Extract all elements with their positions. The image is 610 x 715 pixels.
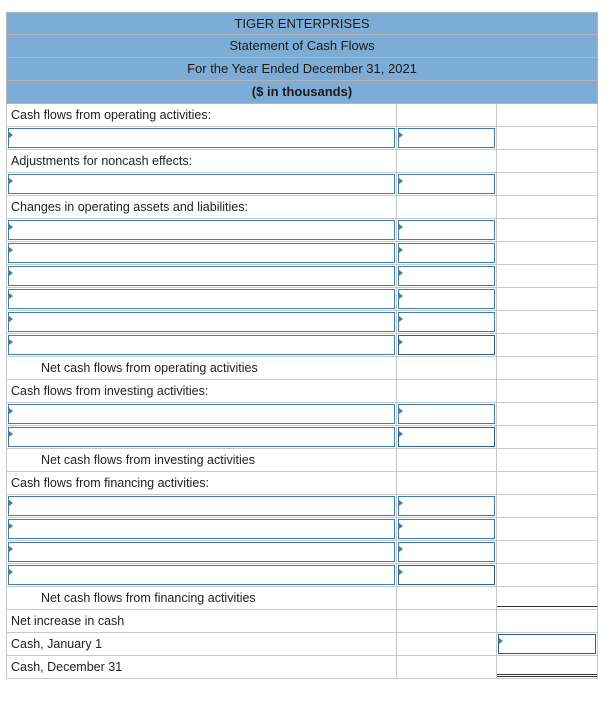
label-input[interactable]	[8, 289, 395, 309]
dropdown-triangle-icon	[9, 293, 13, 299]
total-cell	[497, 564, 598, 587]
label-input[interactable]	[8, 427, 395, 447]
total-cell	[497, 288, 598, 311]
dropdown-triangle-icon	[9, 132, 13, 138]
cash-flow-statement	[6, 12, 598, 679]
total-cell	[497, 449, 598, 472]
dropdown-triangle-icon	[399, 523, 403, 529]
entry-amount-cell	[397, 288, 497, 311]
dropdown-triangle-icon	[399, 293, 403, 299]
dropdown-triangle-icon	[399, 178, 403, 184]
amount-input[interactable]	[398, 174, 495, 194]
cash-dec-row	[6, 656, 598, 679]
amount-input[interactable]	[398, 289, 495, 309]
dropdown-triangle-icon	[9, 546, 13, 552]
total-cell	[497, 357, 598, 380]
net-financing-row	[6, 587, 598, 610]
total-underline	[497, 606, 597, 607]
entry-amount-cell	[397, 518, 497, 541]
entry-label-cell	[6, 311, 397, 334]
dropdown-triangle-icon	[9, 247, 13, 253]
total-cell	[497, 334, 598, 357]
entry-label-cell	[6, 564, 397, 587]
total-cell	[497, 518, 598, 541]
entry-row	[6, 288, 598, 311]
entry-amount-cell	[397, 127, 497, 150]
entry-row	[6, 127, 598, 150]
cash-jan-label: Cash, January 1	[6, 633, 397, 656]
statement-period: For the Year Ended December 31, 2021	[6, 58, 598, 81]
total-cell	[497, 610, 598, 633]
amount-input[interactable]	[398, 542, 495, 562]
double-underline	[497, 674, 597, 677]
dropdown-triangle-icon	[9, 178, 13, 184]
amount-cell	[397, 587, 497, 610]
dropdown-triangle-icon	[9, 270, 13, 276]
cash-jan-amount-cell	[497, 633, 598, 656]
entry-amount-cell	[397, 564, 497, 587]
entry-label-cell	[6, 265, 397, 288]
entry-row	[6, 541, 598, 564]
amount-cell	[397, 472, 497, 495]
label-input[interactable]	[8, 496, 395, 516]
entry-label-cell	[6, 518, 397, 541]
total-cell	[497, 472, 598, 495]
amount-cell	[397, 380, 497, 403]
operating-heading-row	[6, 104, 598, 127]
dropdown-triangle-icon	[9, 569, 13, 575]
statement-title: Statement of Cash Flows	[6, 35, 598, 58]
investing-heading-row	[6, 380, 598, 403]
net-increase-label: Net increase in cash	[6, 610, 397, 633]
dropdown-triangle-icon	[399, 339, 403, 345]
label-input[interactable]	[8, 174, 395, 194]
total-cell	[497, 265, 598, 288]
total-cell	[497, 219, 598, 242]
amount-input[interactable]	[398, 427, 495, 447]
dropdown-triangle-icon	[399, 408, 403, 414]
entry-label-cell	[6, 288, 397, 311]
amount-input[interactable]	[398, 128, 495, 148]
label-input[interactable]	[8, 312, 395, 332]
net-operating-label: Net cash flows from operating activities	[6, 357, 397, 380]
entry-row	[6, 219, 598, 242]
label-input[interactable]	[8, 542, 395, 562]
total-cell	[497, 311, 598, 334]
entry-label-cell	[6, 495, 397, 518]
label-input[interactable]	[8, 565, 395, 585]
entry-amount-cell	[397, 334, 497, 357]
total-cell	[497, 196, 598, 219]
entry-row	[6, 403, 598, 426]
amount-input[interactable]	[398, 519, 495, 539]
dropdown-triangle-icon	[9, 316, 13, 322]
entry-label-cell	[6, 334, 397, 357]
cash-dec-label: Cash, December 31	[6, 656, 397, 679]
entry-label-cell	[6, 541, 397, 564]
total-cell	[497, 242, 598, 265]
adjustments-heading: Adjustments for noncash effects:	[6, 150, 397, 173]
amount-input[interactable]	[398, 565, 495, 585]
dropdown-triangle-icon	[9, 224, 13, 230]
statement-units: ($ in thousands)	[6, 81, 598, 104]
financing-heading: Cash flows from financing activities:	[6, 472, 397, 495]
dropdown-triangle-icon	[399, 132, 403, 138]
amount-input[interactable]	[398, 266, 495, 286]
entry-row	[6, 311, 598, 334]
dropdown-triangle-icon	[399, 500, 403, 506]
entry-amount-cell	[397, 403, 497, 426]
amount-cell	[397, 610, 497, 633]
financing-heading-row	[6, 472, 598, 495]
amount-input[interactable]	[398, 243, 495, 263]
entry-label-cell	[6, 219, 397, 242]
entry-row	[6, 334, 598, 357]
label-input[interactable]	[8, 335, 395, 355]
total-cell	[497, 104, 598, 127]
total-cell	[497, 656, 598, 679]
net-financing-label: Net cash flows from financing activities	[6, 587, 397, 610]
entry-label-cell	[6, 173, 397, 196]
total-cell	[497, 541, 598, 564]
total-cell	[497, 150, 598, 173]
dropdown-triangle-icon	[399, 316, 403, 322]
dropdown-triangle-icon	[9, 408, 13, 414]
total-cell	[497, 403, 598, 426]
dropdown-triangle-icon	[499, 638, 503, 644]
dropdown-triangle-icon	[9, 500, 13, 506]
cash-jan-input[interactable]	[498, 634, 596, 654]
dropdown-triangle-icon	[399, 546, 403, 552]
investing-heading: Cash flows from investing activities:	[6, 380, 397, 403]
label-input[interactable]	[8, 404, 395, 424]
label-input[interactable]	[8, 220, 395, 240]
amount-cell	[397, 633, 497, 656]
label-input[interactable]	[8, 519, 395, 539]
amount-cell	[397, 150, 497, 173]
cash-jan-row	[6, 633, 598, 656]
entry-amount-cell	[397, 173, 497, 196]
net-investing-row	[6, 449, 598, 472]
amount-cell	[397, 656, 497, 679]
entry-label-cell	[6, 127, 397, 150]
amount-cell	[397, 449, 497, 472]
entry-row	[6, 426, 598, 449]
total-cell	[497, 587, 598, 610]
dropdown-triangle-icon	[399, 431, 403, 437]
changes-heading: Changes in operating assets and liabilities:	[6, 196, 397, 219]
entry-amount-cell	[397, 541, 497, 564]
amount-cell	[397, 104, 497, 127]
entry-label-cell	[6, 403, 397, 426]
changes-heading-row	[6, 196, 598, 219]
entry-amount-cell	[397, 242, 497, 265]
dropdown-triangle-icon	[9, 523, 13, 529]
entry-amount-cell	[397, 426, 497, 449]
entry-row	[6, 518, 598, 541]
amount-input[interactable]	[398, 312, 495, 332]
amount-input[interactable]	[398, 404, 495, 424]
entry-amount-cell	[397, 265, 497, 288]
entry-label-cell	[6, 242, 397, 265]
entry-amount-cell	[397, 311, 497, 334]
total-cell	[497, 426, 598, 449]
amount-cell	[397, 357, 497, 380]
entry-row	[6, 265, 598, 288]
adjustments-heading-row	[6, 150, 598, 173]
operating-heading: Cash flows from operating activities:	[6, 104, 397, 127]
dropdown-triangle-icon	[9, 339, 13, 345]
entry-row	[6, 495, 598, 518]
entry-row	[6, 173, 598, 196]
label-input[interactable]	[8, 243, 395, 263]
company-name: TIGER ENTERPRISES	[6, 12, 598, 35]
total-cell	[497, 495, 598, 518]
label-input[interactable]	[8, 128, 395, 148]
entry-label-cell	[6, 426, 397, 449]
entry-amount-cell	[397, 495, 497, 518]
net-operating-row	[6, 357, 598, 380]
entry-row	[6, 242, 598, 265]
label-input[interactable]	[8, 266, 395, 286]
dropdown-triangle-icon	[399, 224, 403, 230]
net-investing-label: Net cash flows from investing activities	[6, 449, 397, 472]
total-cell	[497, 173, 598, 196]
dropdown-triangle-icon	[399, 569, 403, 575]
entry-row	[6, 564, 598, 587]
amount-cell	[397, 196, 497, 219]
total-cell	[497, 127, 598, 150]
amount-input[interactable]	[398, 220, 495, 240]
entry-amount-cell	[397, 219, 497, 242]
amount-input[interactable]	[398, 496, 495, 516]
dropdown-triangle-icon	[399, 247, 403, 253]
net-increase-row	[6, 610, 598, 633]
amount-input[interactable]	[398, 335, 495, 355]
dropdown-triangle-icon	[9, 431, 13, 437]
total-cell	[497, 380, 598, 403]
dropdown-triangle-icon	[399, 270, 403, 276]
